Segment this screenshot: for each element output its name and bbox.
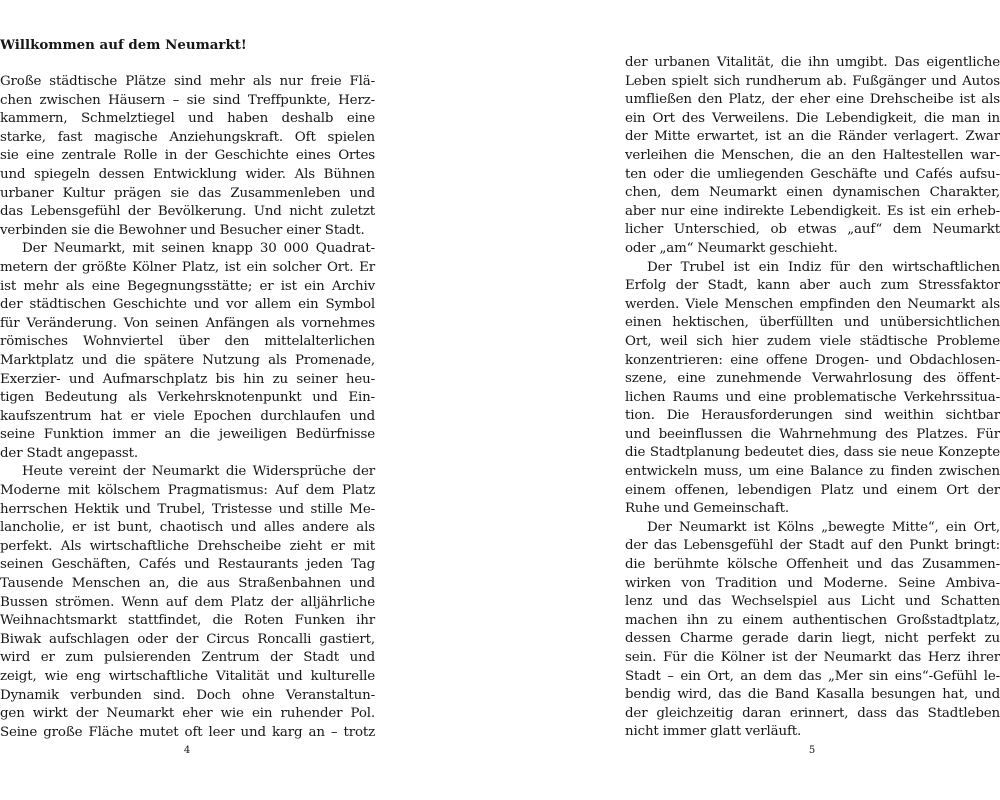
text-line: Dynamik verbunden sind. Doch ohne Veranstaltun- xyxy=(0,687,375,703)
left-page xyxy=(0,0,375,800)
text-line: der urbanen Vitalität, die ihn umgibt. Das eigentliche xyxy=(625,55,1000,70)
text-line: licher Unterschied, ob etwas „auf“ dem Neumarkt xyxy=(625,222,1000,238)
text-line: Exerzier- und Aufmarschplatz bis hin zu seiner heu- xyxy=(0,371,375,387)
text-line: der städtischen Geschichte und vor allem ein Symbol xyxy=(0,297,375,313)
text-line: szene, eine zunehmende Verwahrlosung des öffent- xyxy=(625,371,1000,387)
text-line: einem offenen, lebendigen Platz und einem Ort der xyxy=(625,482,1000,498)
text-line: Weihnachtsmarkt stattfindet, die Roten Funken ihr xyxy=(0,613,375,629)
text-line: seine Funktion immer an die jeweiligen Bedürfnisse xyxy=(0,427,375,443)
text-line: werden. Viele Menschen empfinden den Neumarkt als xyxy=(625,296,1000,312)
right-page xyxy=(625,0,1000,800)
text-line: und beeinflussen die Wahrnehmung des Platzes. Für xyxy=(625,426,1000,442)
text-line: tion. Die Herausforderungen sind weithin sichtbar xyxy=(625,408,1000,424)
text-line: metern der größte Kölner Platz, ist ein solcher Ort. Er xyxy=(0,259,375,275)
text-line: Der Neumarkt, mit seinen knapp 30 000 Quadrat- xyxy=(22,241,375,257)
page-number-right: 5 xyxy=(808,745,816,756)
text-line: urbaner Kultur prägen sie das Zusammenleben und xyxy=(0,185,375,201)
text-line: kaufszentrum hat er viele Epochen durchlaufen und xyxy=(0,408,375,424)
text-line: der Stadt angepasst. xyxy=(0,445,138,461)
text-line: gen wirkt der Neumarkt eher wie ein ruhender Pol. xyxy=(0,706,375,722)
text-line: Erfolg der Stadt, kann aber auch zum Stressfaktor xyxy=(625,278,1000,294)
text-line: Stadt – ein Ort, an dem das „Mer sin eins“-Gefühl le- xyxy=(625,668,1000,684)
text-line: verleihen die Menschen, die an den Haltestellen war- xyxy=(625,147,1000,163)
text-line: lichen Raums und eine problematische Verkehrssitua- xyxy=(625,389,1000,405)
text-line: einen hektischen, überfüllten und unübersichtlichen xyxy=(625,315,1000,331)
text-line: der das Lebensgefühl der Stadt auf den Punkt bringt: xyxy=(625,538,1000,554)
text-line: Moderne mit kölschem Pragmatismus: Auf dem Platz xyxy=(0,483,375,499)
text-line: sein. Für die Kölner ist der Neumarkt das Herz ihrer xyxy=(625,650,1000,665)
text-line: dessen Charme gerade darin liegt, nicht perfekt zu xyxy=(625,631,1000,647)
text-line: und spiegeln dessen Entwicklung wider. Als Bühnen xyxy=(0,166,375,182)
page-number-left: 4 xyxy=(183,745,191,756)
text-line: der Mitte erwartet, ist an die Ränder verlagert. Zwar xyxy=(625,129,1000,145)
text-line: machen ihn zu einem authentischen Großstadtplatz, xyxy=(625,612,1000,628)
text-line: wird er zum pulsierenden Zentrum der Stadt und xyxy=(0,650,375,666)
text-line: herrschen Hektik und Trubel, Tristesse und stille Me- xyxy=(0,501,375,517)
text-line: umfließen den Platz, der eher eine Drehscheibe ist als xyxy=(625,92,1000,108)
text-line: verbinden sie die Bewohner und Besucher einer Stadt. xyxy=(0,222,365,238)
text-line: für Veränderung. Von seinen Anfängen als vornehmes xyxy=(0,315,375,331)
text-line: Ruhe und Gemeinschaft. xyxy=(625,501,790,517)
text-line: lenz und das Wechselspiel aus Licht und Schatten xyxy=(625,594,1000,610)
text-line: die Stadtplanung bedeutet dies, dass sie neue Konzepte xyxy=(625,445,1000,461)
text-line: ten oder die umliegenden Geschäfte und Cafés aufsu- xyxy=(625,166,1000,182)
text-line: Der Trubel ist ein Indiz für den wirtschaftlichen xyxy=(647,259,1000,275)
text-line: ein Ort des Verweilens. Die Lebendigkeit, die man in xyxy=(625,110,1000,126)
text-line: chen zwischen Häusern – sie sind Treffpunkte, Herz- xyxy=(0,92,375,108)
text-line: seinen Geschäften, Cafés und Restaurants jeden Tag xyxy=(0,557,375,573)
text-line: zeigt, wie eng wirtschaftliche Vitalität und kulturelle xyxy=(0,669,375,684)
text-line: entwickeln muss, um eine Balance zu finden zwischen xyxy=(625,464,1000,480)
text-line: Biwak aufschlagen oder der Circus Roncalli gastiert, xyxy=(0,631,375,647)
text-line: aber nur eine indirekte Lebendigkeit. Es ist ein erheb- xyxy=(625,203,1000,219)
text-line: die berühmte kölsche Offenheit und das Zusammen- xyxy=(625,557,1000,573)
text-line: chen, dem Neumarkt einen dynamischen Charakter, xyxy=(625,185,1000,201)
text-line: ist mehr als eine Begegnungsstätte; er ist ein Archiv xyxy=(0,278,375,294)
left-body-text xyxy=(0,73,375,742)
text-line: der gleichzeitig daran erinnert, dass das Stadtleben xyxy=(625,705,1000,721)
text-line: römisches Wohnviertel über den mittelalterlichen xyxy=(0,334,375,350)
text-line: perfekt. Als wirtschaftliche Drehscheibe zieht er mit xyxy=(0,538,375,554)
text-line: konzentrieren: eine offene Drogen- und Obdachlosen- xyxy=(625,352,1000,368)
text-line: tigen Bedeutung als Verkehrsknotenpunkt und Ein- xyxy=(0,390,375,406)
text-line: starke, fast magische Anziehungskraft. Oft spielen xyxy=(0,129,375,145)
text-line: bendig wird, das die Band Kasalla besungen hat, und xyxy=(625,687,1000,703)
right-body-text xyxy=(625,54,1000,742)
text-line: oder „am“ Neumarkt geschieht. xyxy=(625,240,838,256)
text-line: nicht immer glatt verläuft. xyxy=(625,724,802,740)
text-line: sie eine zentrale Rolle in der Geschichte eines Ortes xyxy=(0,148,375,164)
text-line: Seine große Fläche mutet oft leer und karg an – trotz xyxy=(0,724,375,740)
text-line: wirken von Tradition und Moderne. Seine Ambiva- xyxy=(625,575,1000,591)
text-line: Ort, weil sich hier zudem viele städtische Probleme xyxy=(625,333,1000,349)
text-line: Große städtische Plätze sind mehr als nur freie Flä- xyxy=(0,74,375,89)
text-line: Tausende Menschen an, die aus Straßenbahnen und xyxy=(0,576,375,592)
text-line: Heute vereint der Neumarkt die Widersprüche der xyxy=(22,464,375,480)
text-line: kammern, Schmelztiegel und haben deshalb eine xyxy=(0,111,375,127)
chapter-title: Willkommen auf dem Neumarkt! xyxy=(0,37,247,53)
text-line: Marktplatz und die spätere Nutzung als Promenade, xyxy=(0,352,375,368)
text-line: das Lebensgefühl der Bevölkerung. Und nicht zuletzt xyxy=(0,204,375,220)
text-line: Der Neumarkt ist Kölns „bewegte Mitte“, ein Ort, xyxy=(647,519,1000,535)
text-line: Bussen strömen. Wenn auf dem Platz der alljährliche xyxy=(0,594,375,610)
text-line: Leben spielt sich rundherum ab. Fußgänger und Autos xyxy=(625,73,1000,89)
text-line: lancholie, er ist bunt, chaotisch und alles andere als xyxy=(0,520,375,536)
